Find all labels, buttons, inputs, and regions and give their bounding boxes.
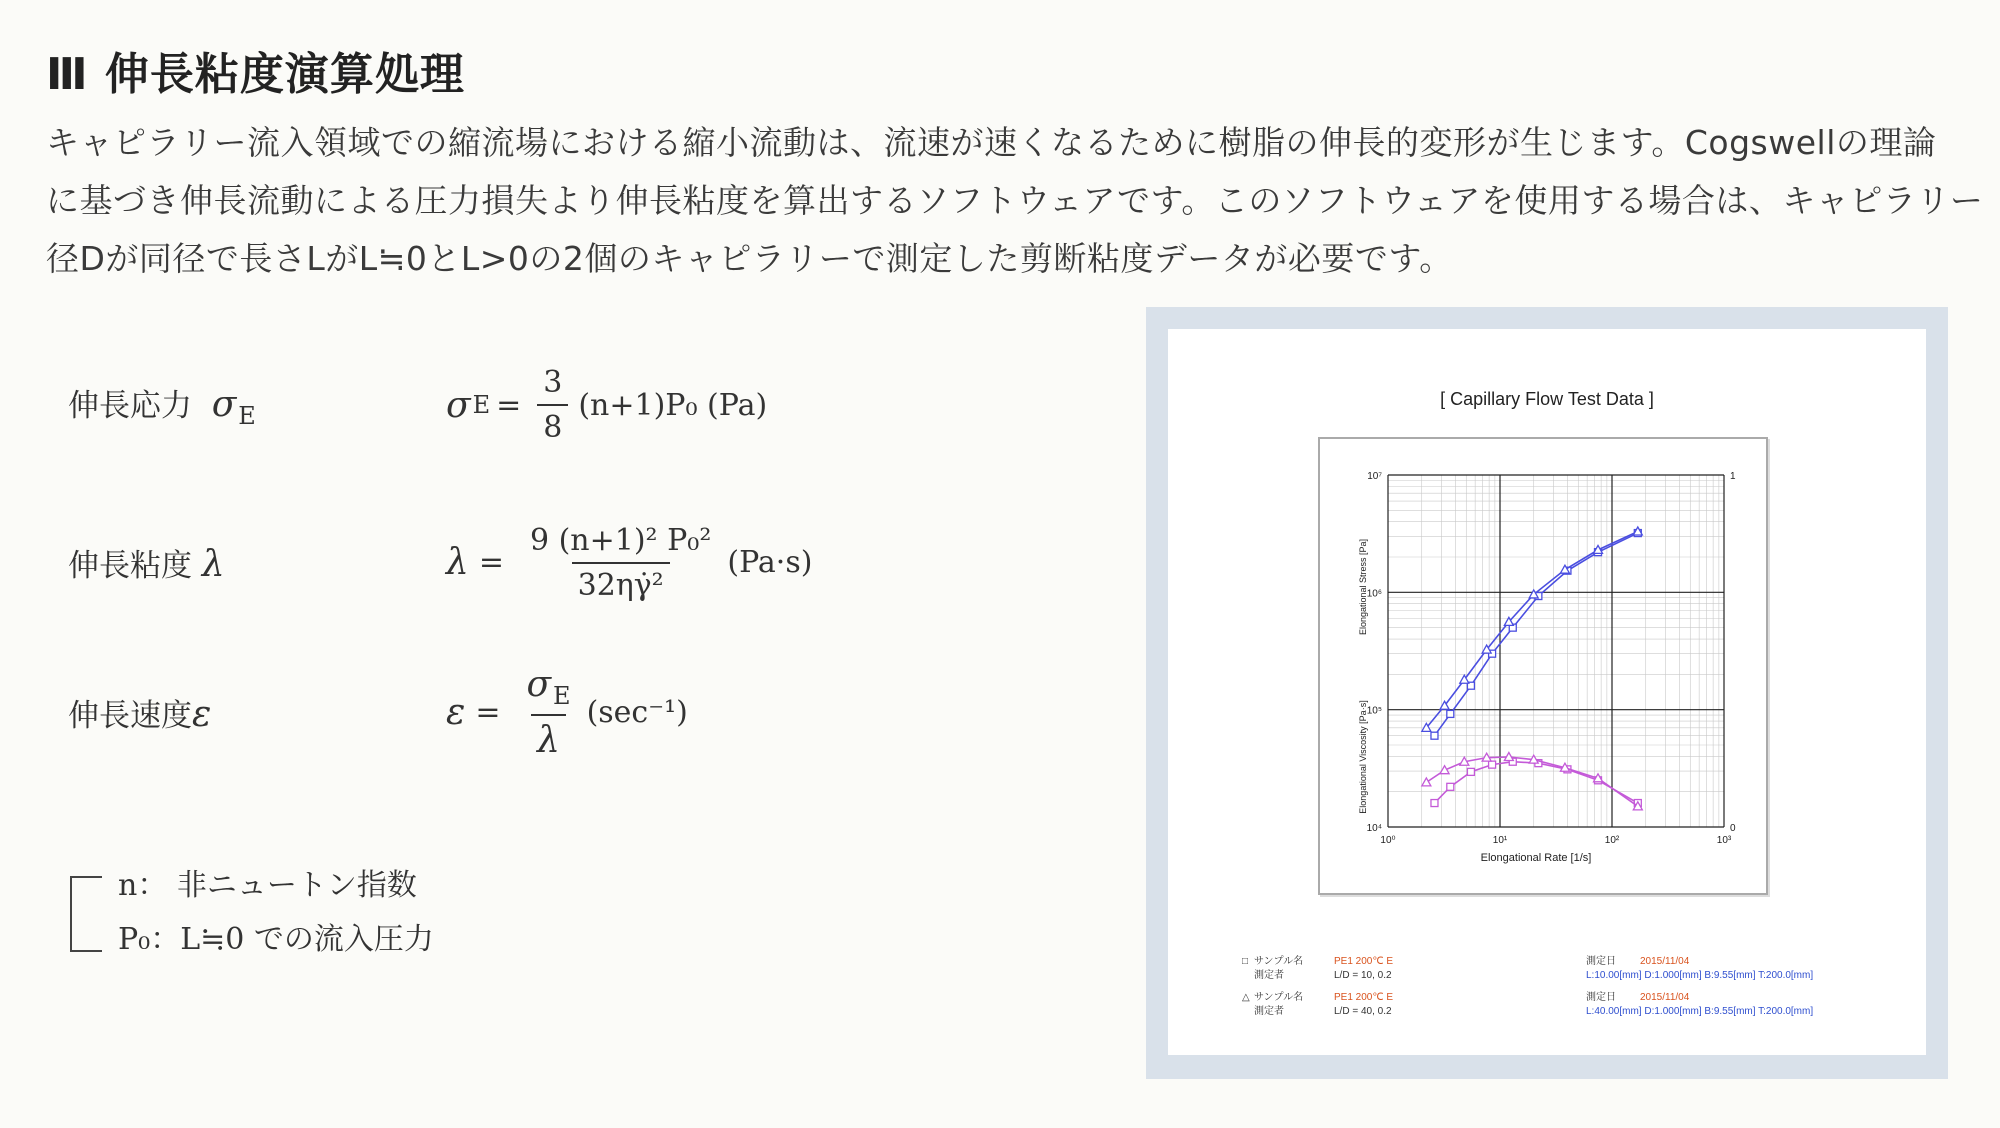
fraction: $\frac{\sigma_E}{\lambda}$ (526, 664, 571, 761)
formula-label: 伸長速度ε (68, 694, 212, 735)
chart-svg (1320, 439, 1766, 893)
legend-row (1242, 991, 1902, 1021)
formula-rate (68, 664, 688, 761)
intro-line: に基づき伸長流動による圧力損失より伸長粘度を算出するソフトウェアです。このソフトウェアを使用する場合は、キャピラリー (46, 181, 1984, 220)
chart-title: [ Capillary Flow Test Data ] (1440, 389, 1654, 409)
legend-ld: L/D = 40, 0.2 (1334, 1006, 1392, 1017)
legend-name-label: サンプル名 (1254, 992, 1304, 1003)
data-point-triangle (1422, 778, 1431, 786)
legend-sample: PE1 200℃ E (1334, 956, 1394, 967)
legend-marker: □ (1242, 956, 1249, 967)
chart-frame (1318, 437, 1768, 895)
legend-conditions: L:40.00[mm] D:1.000[mm] B:9.55[mm] T:200.0[mm] (1586, 1006, 1814, 1017)
legend-date: 2015/11/04 (1640, 992, 1690, 1003)
note-n: n： 非ニュートン指数 (118, 868, 417, 903)
fraction: $\frac{\text{9 (n+1)² P₀²}}{\text{32ηγ̇²}}$ (529, 522, 712, 603)
x-axis-label: Elongational Rate [1/s] (1480, 852, 1592, 864)
right-tick-label: 0 (1730, 823, 1736, 834)
legend-date: 2015/11/04 (1640, 956, 1690, 967)
fraction: $\frac{3}{8}$ (537, 365, 568, 445)
series-line-stress-triangle (1426, 531, 1637, 727)
data-point-square (1431, 800, 1438, 807)
data-point-square (1447, 783, 1454, 790)
data-point-square (1431, 732, 1438, 739)
section-title: Ⅲ 伸長粘度演算処理 (46, 49, 465, 100)
x-tick-label: 10¹ (1492, 835, 1508, 846)
series-line-viscosity-square (1434, 762, 1637, 803)
legend-date-label: 測定日 (1586, 992, 1616, 1003)
x-tick-label: 10⁰ (1380, 835, 1396, 846)
formula-expression: ε = $\frac{\sigma_E}{\lambda}$ (sec⁻¹) (446, 664, 688, 761)
y-tick-label: 10⁶ (1366, 588, 1382, 600)
formula-label: 伸長応力 $\sigma_E$ (68, 384, 256, 430)
intro-line: 径Dが同径で長さLがL≒0とL>0の2個のキャピラリーで測定した剪断粘度データが必要です。 (46, 239, 1453, 278)
y-axis-label-stress: Elongational Stress [Pa] (1358, 538, 1368, 636)
y-tick-label: 10⁴ (1366, 823, 1382, 834)
data-point-square (1489, 761, 1496, 768)
formula-viscosity (68, 522, 813, 603)
bracket (70, 876, 102, 952)
formula-expression: λ = $\frac{\text{9 (n+1)² P₀²}}{\text{32ηγ̇²}}$ (Pa·s) (446, 522, 813, 603)
data-point-square (1447, 710, 1454, 717)
right-tick-label: 1 (1730, 471, 1736, 482)
legend-row (1242, 955, 1902, 985)
legend-conditions: L:10.00[mm] D:1.000[mm] B:9.55[mm] T:200.0[mm] (1586, 970, 1814, 981)
legend-sample: PE1 200℃ E (1334, 992, 1394, 1003)
legend-date-label: 測定日 (1586, 956, 1616, 967)
note-p0: P₀：L≒0 での流入圧力 (118, 922, 434, 957)
chart-card (1168, 329, 1926, 1055)
chart-panel (1146, 307, 1948, 1079)
legend-marker: △ (1242, 992, 1250, 1003)
formula-expression: σ E = $\frac{3}{8}$ (n+1)P₀ (Pa) (446, 365, 768, 445)
legend-operator-label: 測定者 (1254, 970, 1284, 981)
legend-name-label: サンプル名 (1254, 956, 1304, 967)
y-tick-label: 10⁵ (1366, 705, 1382, 717)
legend-ld: L/D = 10, 0.2 (1334, 970, 1392, 981)
x-tick-label: 10² (1604, 835, 1620, 846)
intro-paragraph (46, 114, 1984, 288)
intro-line: キャピラリー流入領域での縮流場における縮小流動は、流速が速くなるために樹脂の伸長的変形が生じます。Cogswellの理論 (46, 123, 1937, 162)
data-point-square (1467, 768, 1474, 775)
x-tick-label: 10³ (1716, 835, 1732, 846)
chart-legend (1242, 955, 1902, 1035)
series-line-stress-square (1434, 533, 1637, 736)
formula-stress (68, 365, 768, 445)
y-axis-label-viscosity: Elongational Viscosity [Pa·s] (1358, 700, 1368, 814)
y-tick-label: 10⁷ (1367, 471, 1382, 482)
legend-operator-label: 測定者 (1254, 1006, 1284, 1017)
formula-label: 伸長粘度 λ (68, 544, 225, 585)
